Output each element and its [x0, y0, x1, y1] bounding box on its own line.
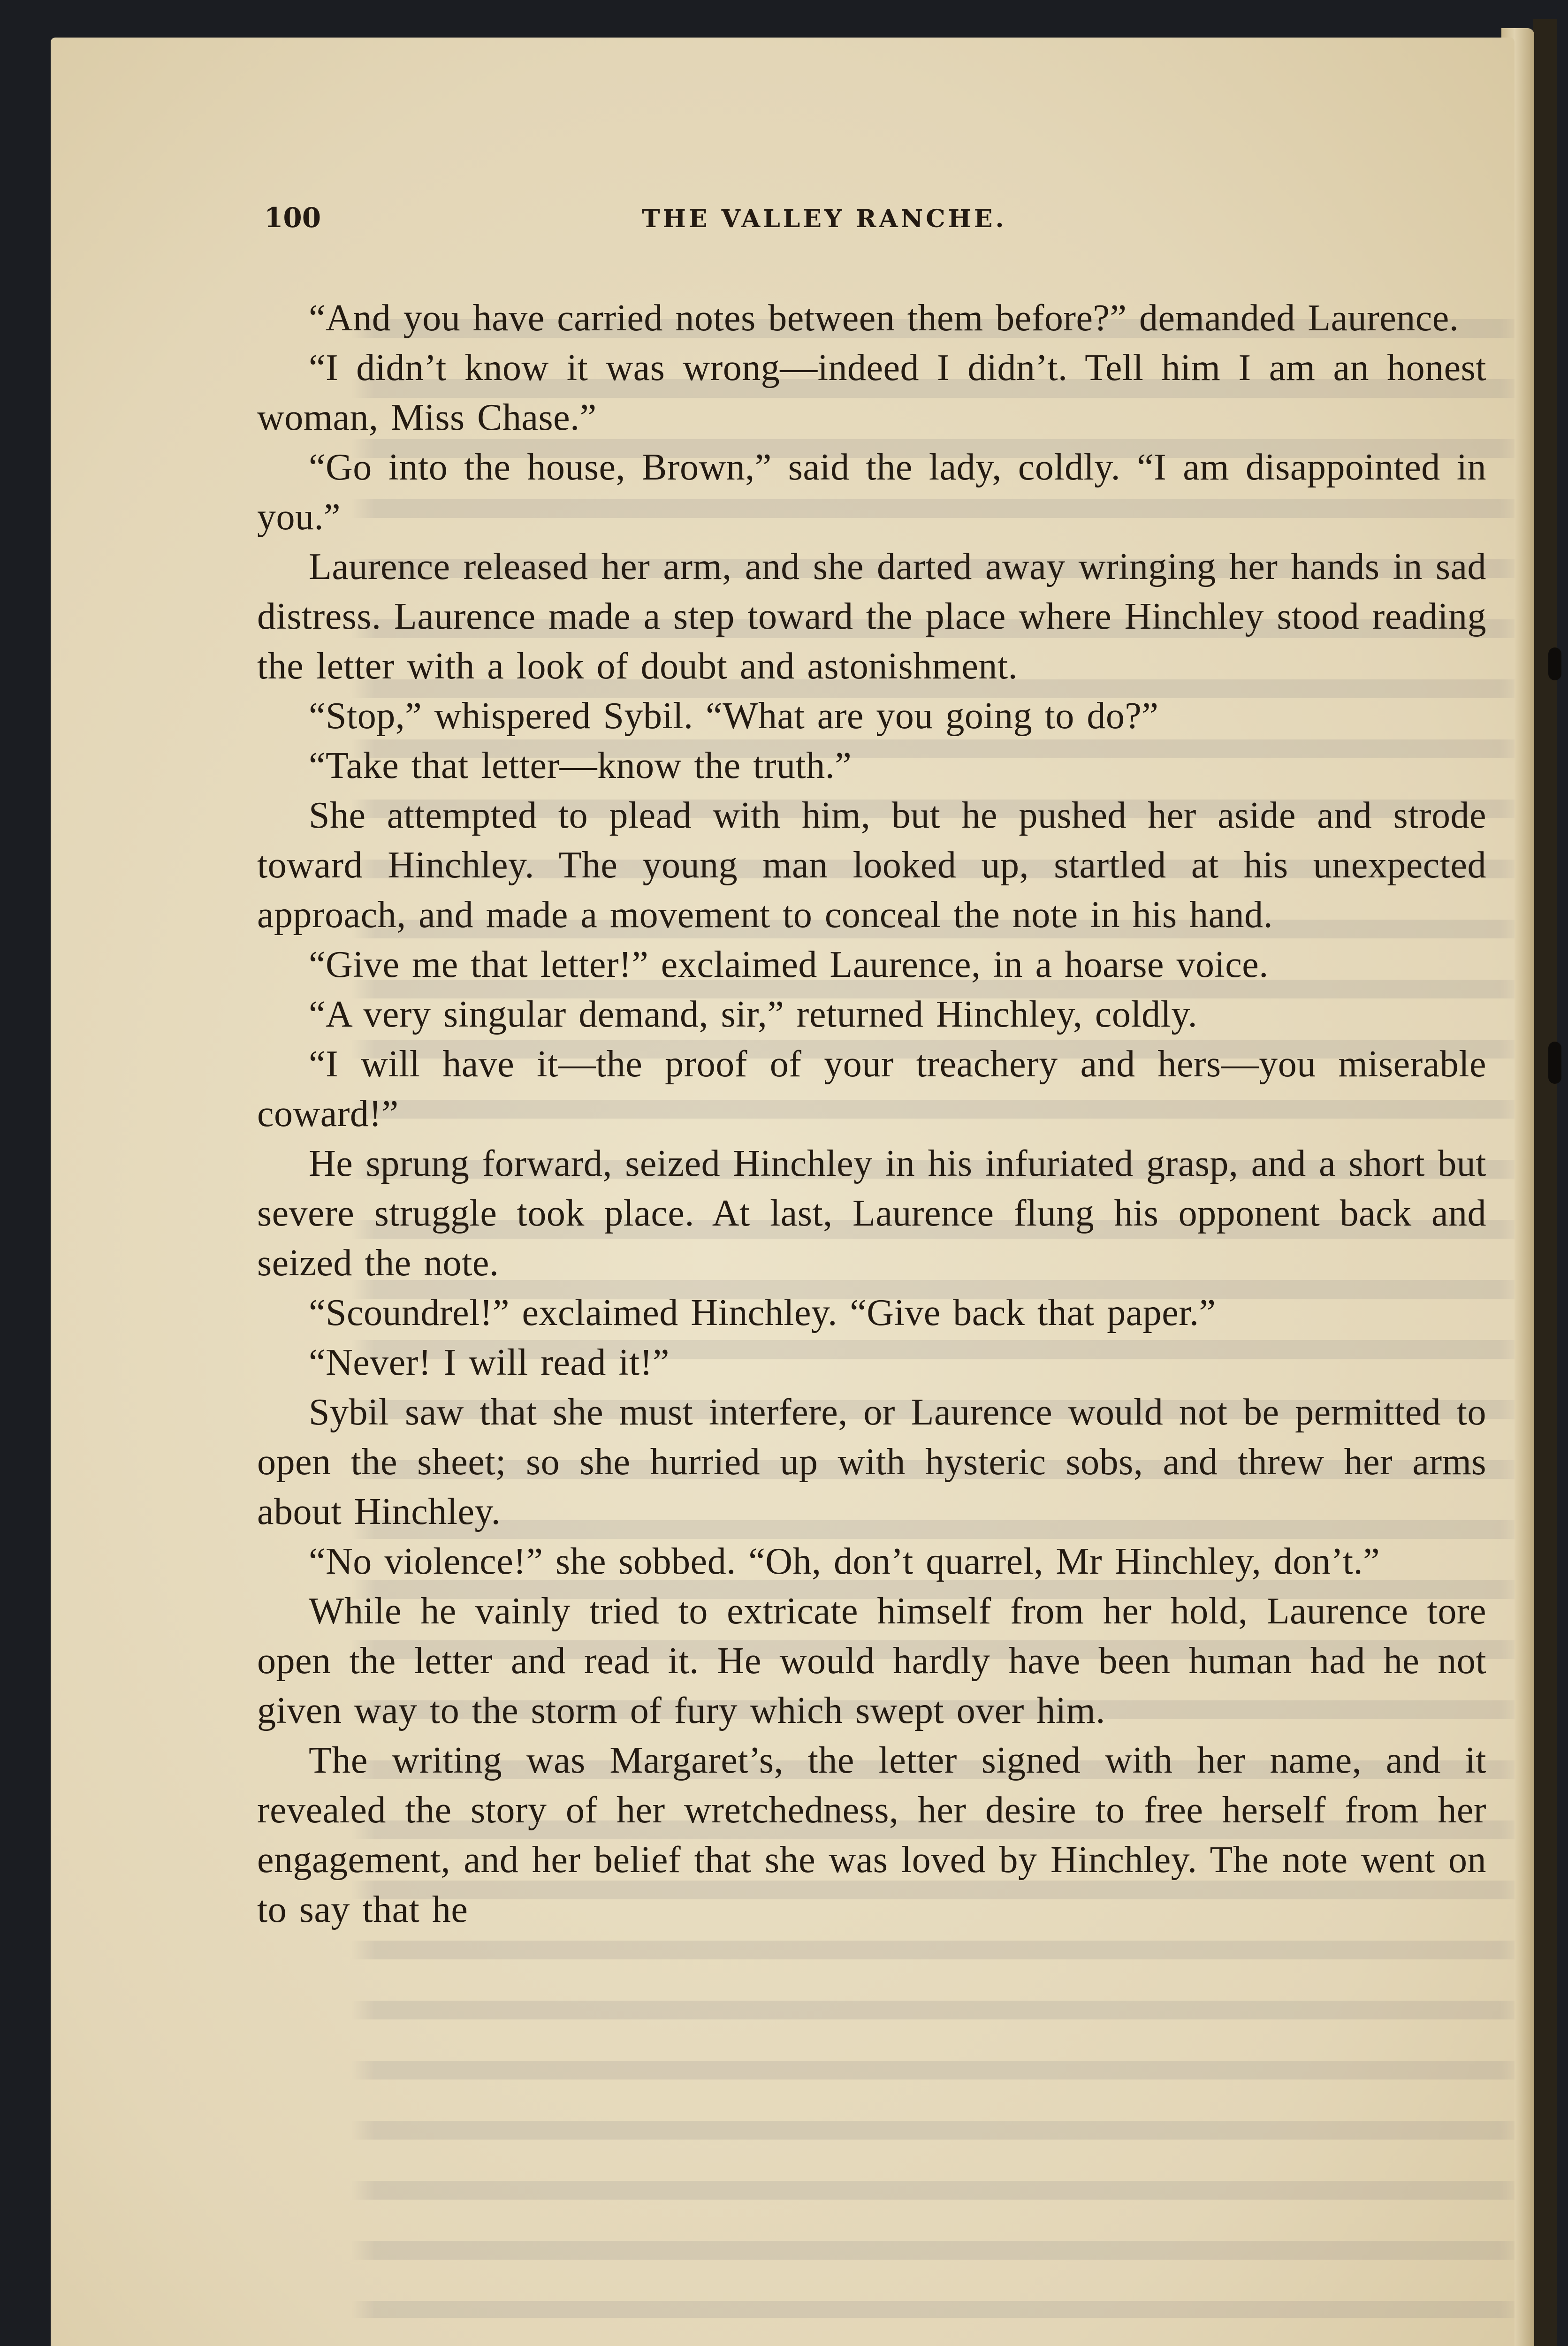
- paragraph: Sybil saw that she must interfere, or Laurence would not be permitted to open the sheet; so she hurried up with hysteric sobs, and threw her arms about Hinchley.: [257, 1392, 1486, 1532]
- paragraph: “A very singular demand, sir,” returned Hinchley, coldly.: [309, 994, 1198, 1035]
- paragraph: “Take that letter—know the truth.”: [309, 745, 852, 786]
- book-binding-edge: [1533, 19, 1557, 2346]
- paragraph: He sprung forward, seized Hinchley in his infuriated grasp, and a short but severe struggle took place. At last, Laurence flung his opponent back and seized the note.: [257, 1143, 1486, 1284]
- paragraph: “Never! I will read it!”: [309, 1342, 670, 1383]
- paragraph: “Give me that letter!” exclaimed Laurence, in a hoarse voice.: [309, 944, 1269, 985]
- binding-hole-mark: [1548, 647, 1561, 680]
- paragraph: While he vainly tried to extricate himself from her hold, Laurence tore open the letter and read it. He would hardly have been human had he not given way to the storm of fury which swept over him.: [257, 1591, 1486, 1731]
- paragraph: “Stop,” whispered Sybil. “What are you going to do?”: [309, 695, 1159, 737]
- paragraph: “Scoundrel!” exclaimed Hinchley. “Give back that paper.”: [309, 1292, 1216, 1333]
- paragraph: “I will have it—the proof of your treachery and hers—you miserable coward!”: [257, 1044, 1486, 1135]
- body-text: [257, 293, 1486, 1935]
- paragraph: “And you have carried notes between them before?” demanded Laurence.: [309, 297, 1459, 339]
- paragraph: She attempted to plead with him, but he pushed her aside and strode toward Hinchley. The young man looked up, startled at his unexpected approach, and made a movement to conceal the note in his hand.: [257, 795, 1486, 936]
- paragraph: “No violence!” she sobbed. “Oh, don’t quarrel, Mr Hinchley, don’t.”: [309, 1541, 1380, 1582]
- paragraph: “Go into the house, Brown,” said the lady, coldly. “I am disappointed in you.”: [257, 447, 1486, 538]
- book-page: [51, 38, 1515, 2346]
- running-head: [51, 202, 1515, 239]
- paragraph: “I didn’t know it was wrong—indeed I didn’t. Tell him I am an honest woman, Miss Chase.”: [257, 347, 1486, 438]
- binding-hole-mark: [1548, 1042, 1561, 1084]
- page-number: 100: [264, 202, 321, 234]
- paragraph: Laurence released her arm, and she darted away wringing her hands in sad distress. Laurence made a step toward the place where Hinchley stood reading the letter with a look of doubt and astonishment.: [257, 546, 1486, 687]
- paragraph: The writing was Margaret’s, the letter signed with her name, and it revealed the story of her wretchedness, her desire to free herself from her engagement, and her belief that she was loved by Hinchley. The note went on to say that he: [257, 1740, 1486, 1930]
- running-title: THE VALLEY RANCHE.: [642, 205, 1007, 233]
